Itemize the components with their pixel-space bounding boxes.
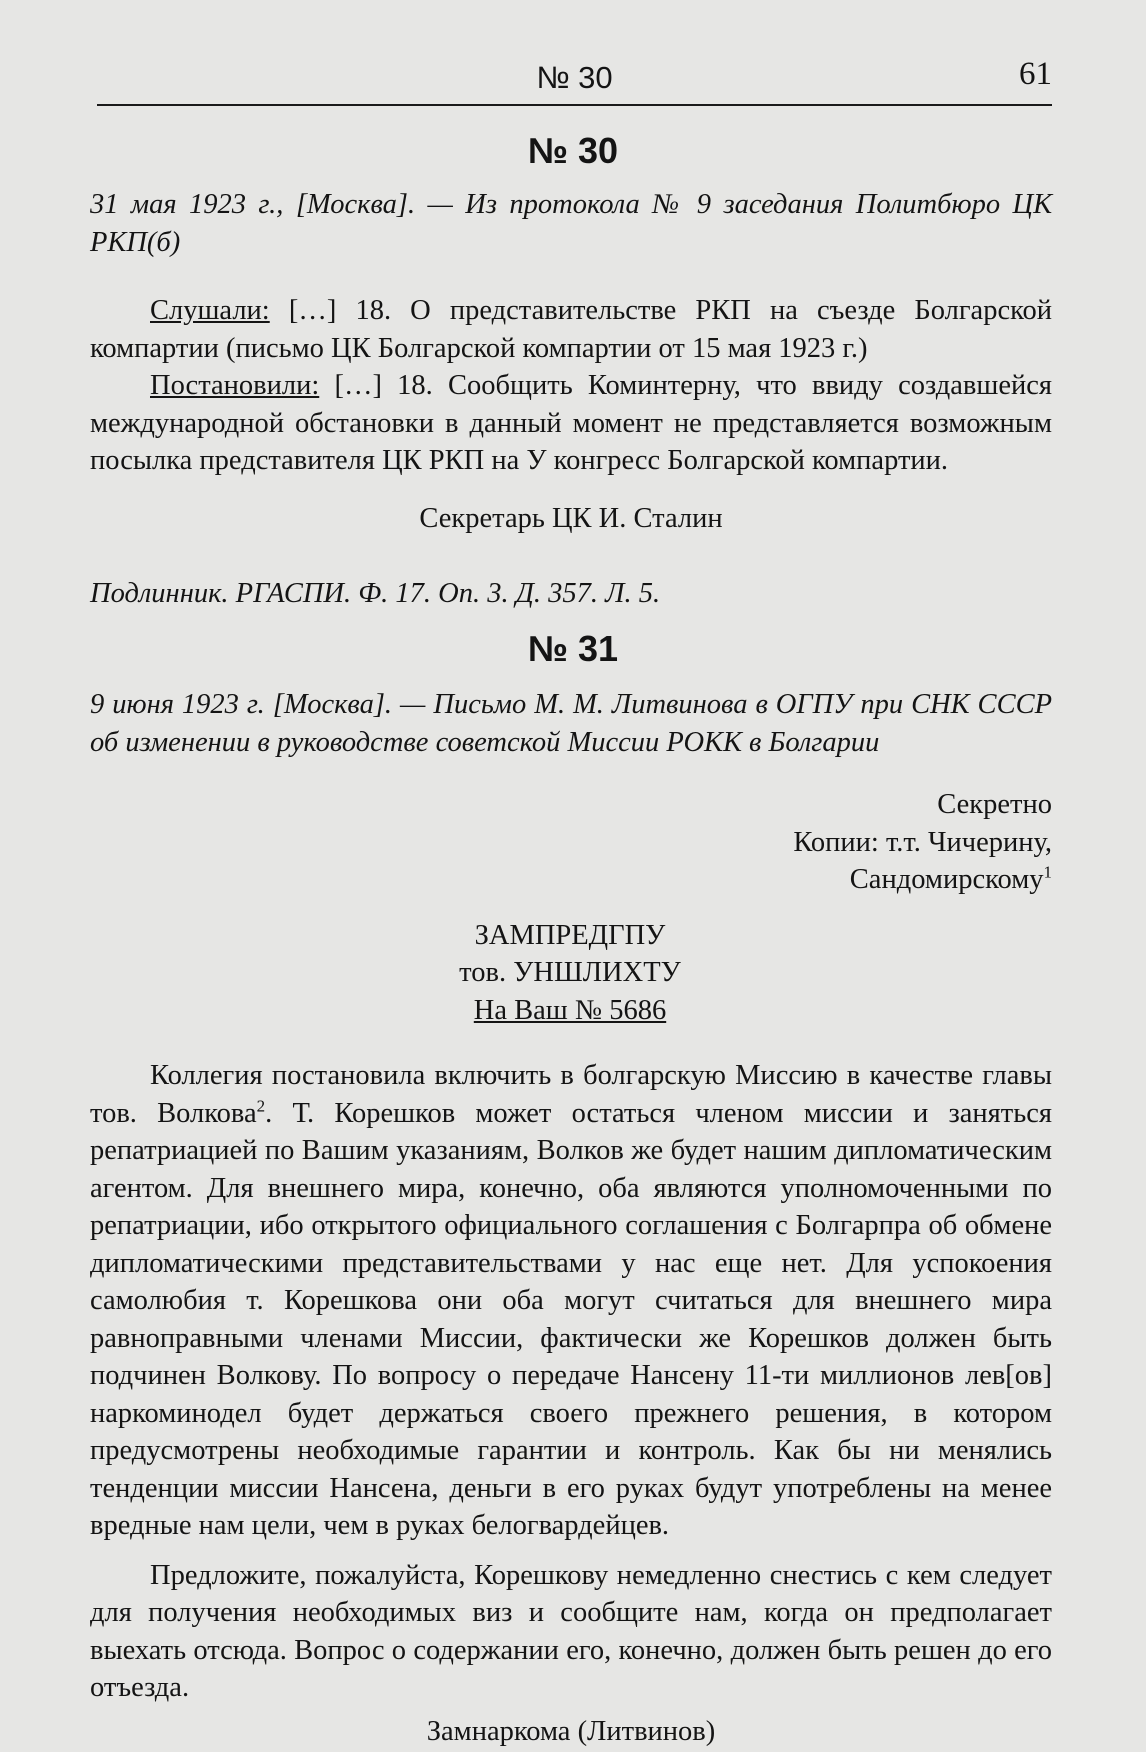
- doc31-heading: 9 июня 1923 г. [Москва]. — Письмо М. М. Литвинова в ОГПУ при СНК СССР об изменении в руководстве советской Миссии РОКК в Болгарии: [90, 689, 1052, 758]
- addressee-title: ЗАМПРЕДГПУ: [474, 919, 666, 951]
- doc30-heading: 31 мая 1923 г., [Москва]. — Из протокола № 9 заседания Политбюро ЦК РКП(б): [90, 189, 1052, 258]
- reference-line: На Ваш № 5686: [473, 994, 667, 1026]
- doc31-paragraph-1: Коллегия постановила включить в болгарскую Миссию в качестве главы тов. Волкова$^2$. Т. Корешков может остаться членом миссии и заняться репатриацией по Вашим указаниям, Волков же будет нашим дипломатическим агентом. Для внешнего мира, конечно, оба являются уполномоченными по репатриации, ибо открытого официального соглашения с Болгарпра об обмене дипломатическими представительствами у нас еще нет. Для успокоения самолюбия т. Корешкова они оба могут считаться для внешнего мира равноправными членами Миссии, фактически же Корешков должен быть подчинен Волкову. По вопросу о передаче Нансену 11-ти миллионов лев[ов] наркоминодел будет держаться своего прежнего решения, в котором предусмотрены необходимые гарантии и контроль. Как бы ни менялись тенденции миссии Нансена, деньги в его руках будут употреблены на менее вредные нам цели, чем в руках белогвардейцев.: [90, 1060, 1052, 1541]
- doc30-heard: [90, 292, 1052, 367]
- addressee-name: тов. УНШЛИХТУ: [459, 957, 681, 988]
- doc30-source: Подлинник. РГАСПИ. Ф. 17. Оп. 3. Д. 357. Л. 5.: [90, 578, 661, 609]
- addressee-block: [290, 917, 850, 1030]
- doc31-closing: Замнаркома (Литвинов): [426, 1715, 716, 1747]
- doc30-number: № 30: [527, 130, 619, 171]
- heard-text: […] 18. О представительстве РКП на съезде Болгарской компартии (письмо ЦК Болгарской компартии от 15 мая 1923 г.): [90, 295, 1052, 364]
- page-number: 61: [1019, 56, 1052, 92]
- doc30-signature: Секретарь ЦК И. Сталин: [419, 502, 723, 534]
- doc31-number: № 31: [527, 628, 619, 669]
- secret-mark: Секретно: [937, 789, 1052, 820]
- footnote-ref-2: 2: [256, 1096, 266, 1115]
- copies-line: Копии: т.т. Чичерину,: [793, 826, 1052, 858]
- doc31-block: [90, 686, 1052, 1750]
- doc30-block: [90, 186, 1052, 613]
- resolved-text: […] 18. Сообщить Коминтерну, что ввиду создавшейся международной обстановки в данный момент не представляется возможным посылка представителя ЦК РКП на У конгресс Болгарской компартии.: [90, 370, 1052, 476]
- doc31-paragraph-2: Предложите, пожалуйста, Корешкову немедленно снестись с кем следует для получения необходимых виз и сообщите нам, когда он предполагает выехать отсюда. Вопрос о содержании его, конечно, должен быть решен до его отъезда.: [90, 1559, 1052, 1703]
- footnote-ref-1: 1: [1043, 862, 1052, 882]
- resolved-label: Постановили:: [150, 370, 320, 401]
- copies-line-2: Сандомирскому$^1$: [849, 862, 1052, 895]
- running-title: № 30: [536, 60, 613, 95]
- running-header: [97, 48, 1052, 106]
- doc30-resolved: [90, 367, 1052, 480]
- heard-label: Слушали:: [150, 295, 270, 326]
